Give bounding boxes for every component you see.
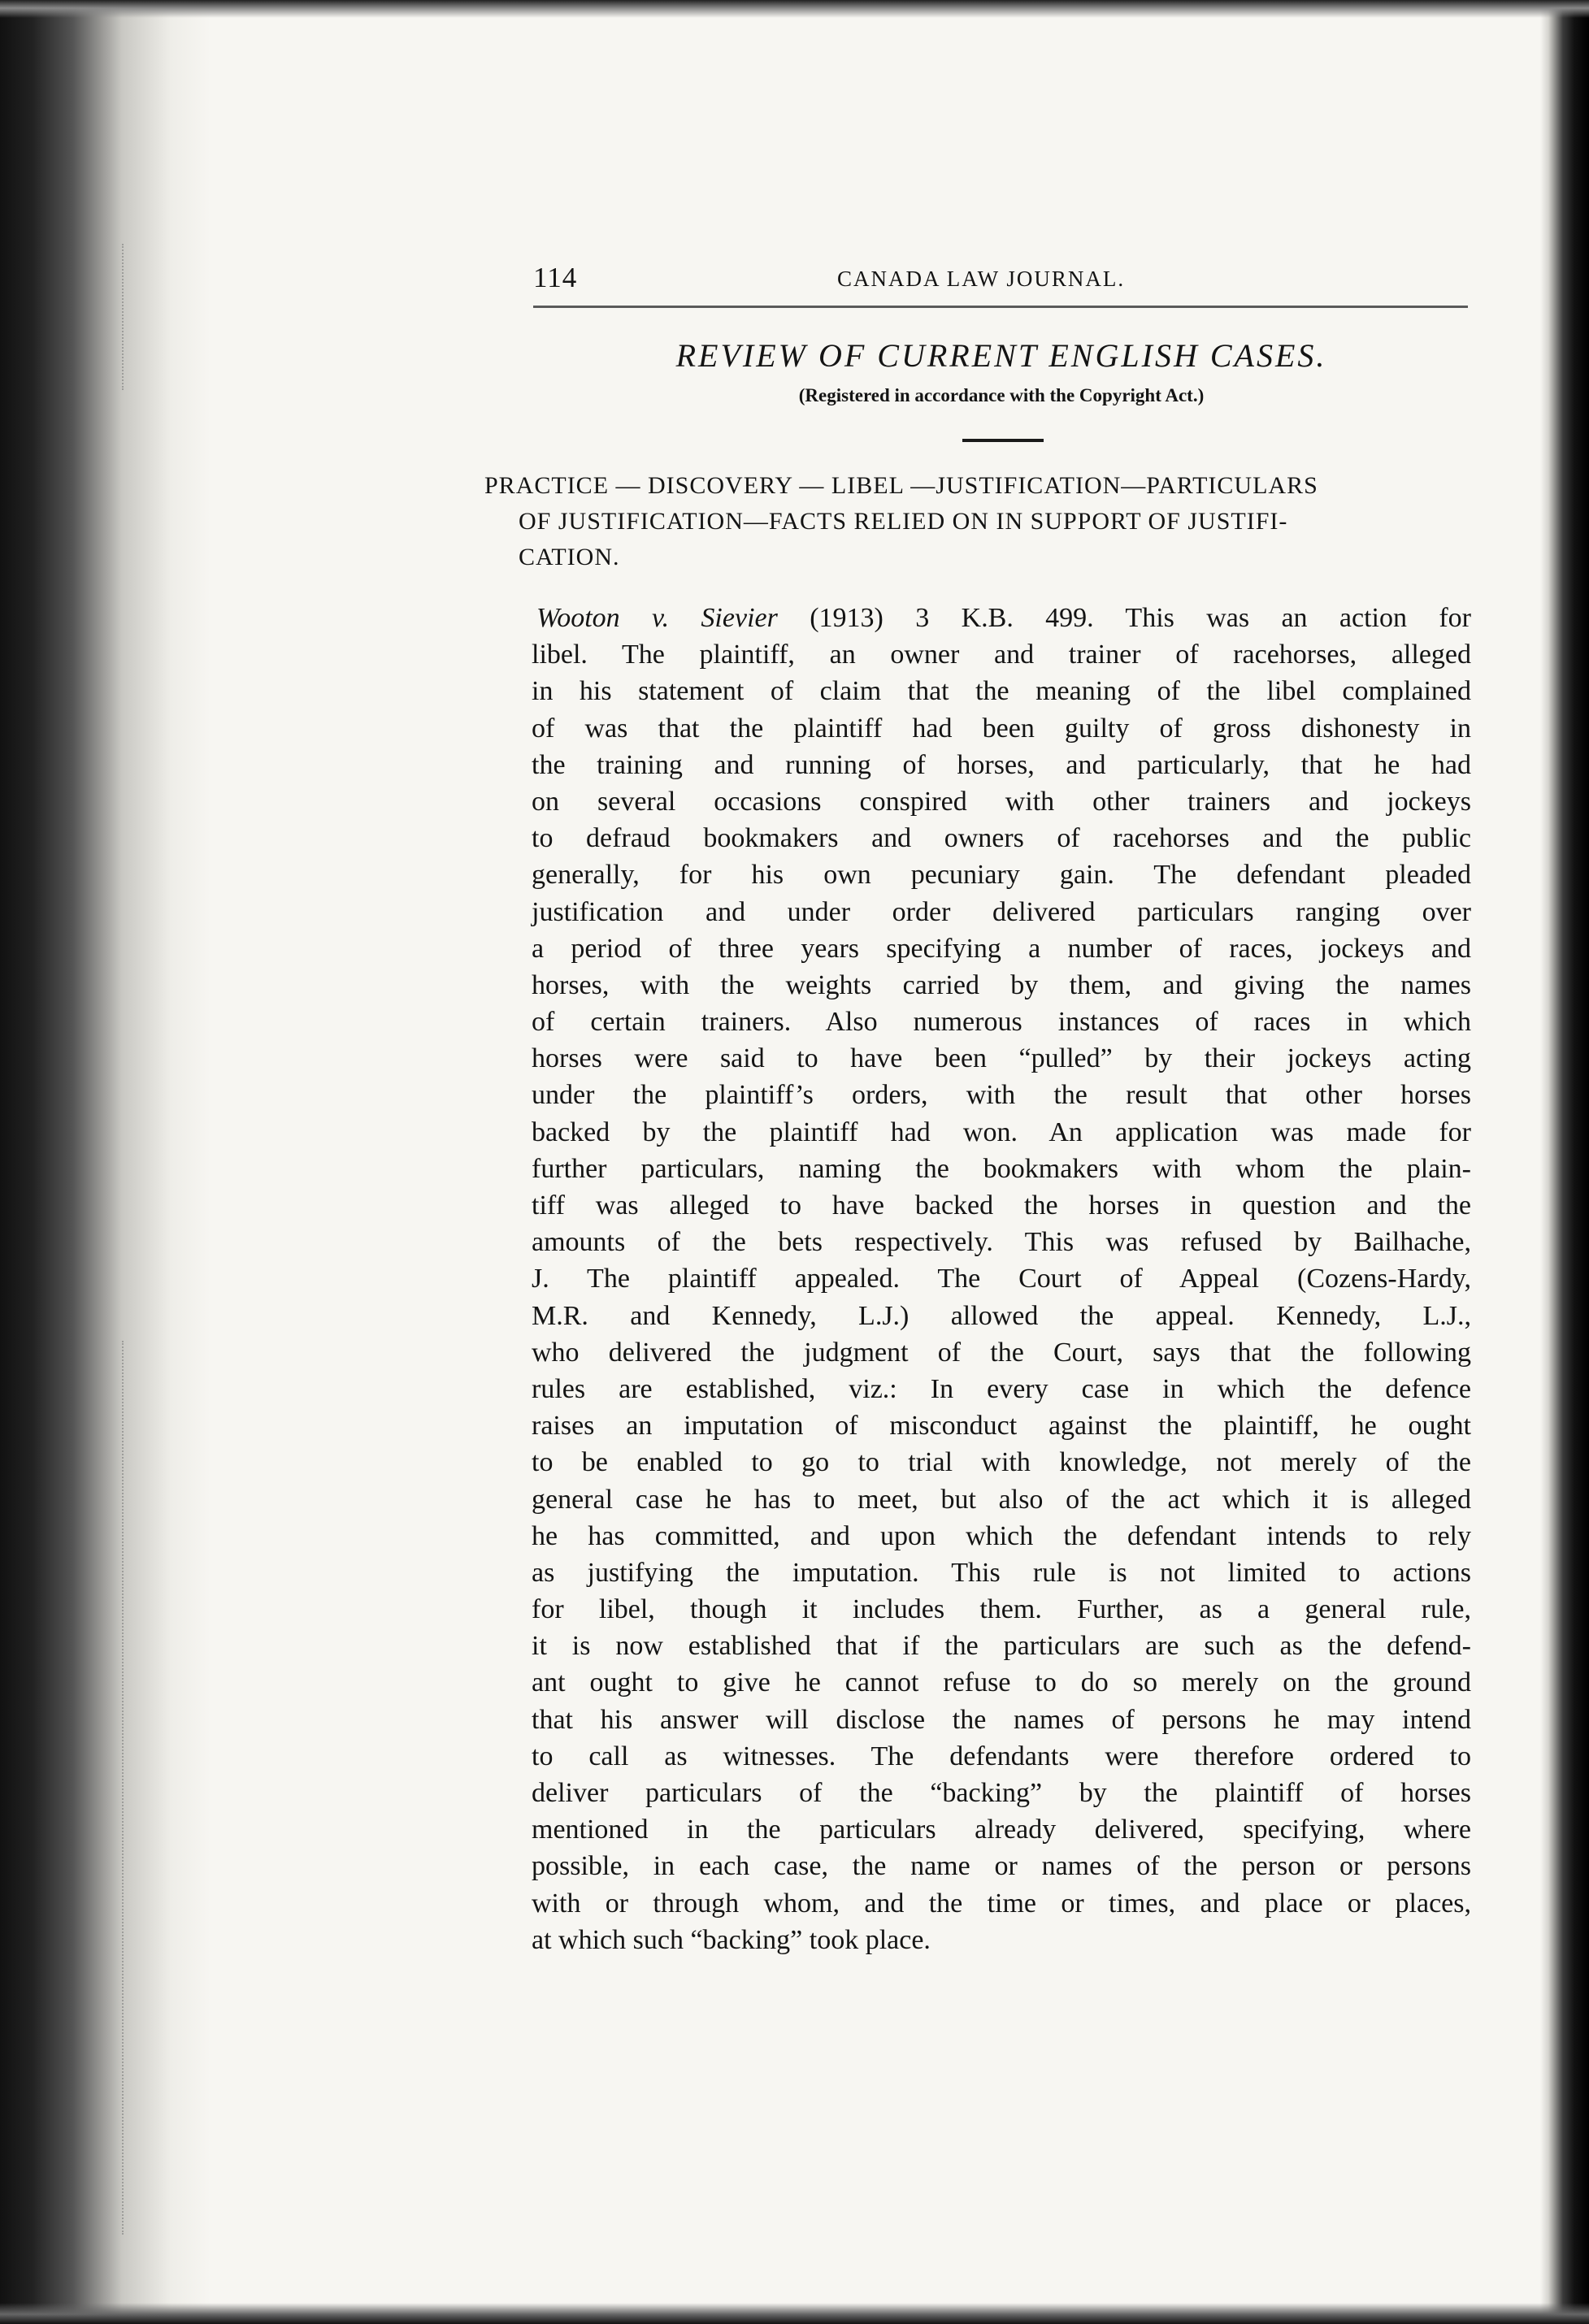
- body-line: ant ought to give he cannot refuse to do so merely on the ground: [532, 1667, 1471, 1698]
- body-line: under the plaintiff’s orders, with the result that other horses: [532, 1080, 1471, 1111]
- body-line: as justifying the imputation. This rule is not limited to actions: [532, 1557, 1471, 1588]
- body-line: rules are established, viz.: In every case in which the defence: [532, 1373, 1471, 1404]
- body-line: who delivered the judgment of the Court, says that the following: [532, 1337, 1471, 1368]
- scan-speckle: [122, 1341, 197, 2235]
- page-top-edge: [0, 0, 1589, 18]
- case-summary: [532, 600, 1471, 1958]
- body-line: backed by the plaintiff had won. An application was made for: [532, 1116, 1471, 1147]
- body-line: M.R. and Kennedy, L.J.) allowed the appeal. Kennedy, L.J.,: [532, 1300, 1471, 1331]
- body-line: amounts of the bets respectively. This was refused by Bailhache,: [532, 1227, 1471, 1258]
- body-line: with or through whom, and the time or times, and place or places,: [532, 1888, 1471, 1919]
- case-citation-line: [532, 600, 1471, 636]
- body-line: to defraud bookmakers and owners of racehorses and the public: [532, 823, 1471, 854]
- body-line: J. The plaintiff appealed. The Court of Appeal (Cozens-Hardy,: [532, 1264, 1471, 1294]
- body-line: horses, with the weights carried by them, and giving the names: [532, 969, 1471, 1000]
- body-line: to be enabled to go to trial with knowledge, not merely of the: [532, 1447, 1471, 1478]
- body-line: of was that the plaintiff had been guilty of gross dishonesty in: [532, 713, 1471, 744]
- scan-speckle: [122, 244, 197, 390]
- body-line: to call as witnesses. The defendants were therefore ordered to: [532, 1741, 1471, 1771]
- case-citation: (1913) 3 K.B. 499. This was an action for: [810, 603, 1471, 633]
- headnote-line: CATION.: [519, 544, 620, 570]
- copyright-note: (Registered in accordance with the Copyright Act.): [798, 385, 1205, 405]
- body-line: raises an imputation of misconduct against the plaintiff, he ought: [532, 1411, 1471, 1442]
- body-line: for libel, though it includes them. Further, as a general rule,: [532, 1594, 1471, 1625]
- case-name: Wooton v. Sievier: [536, 603, 778, 633]
- body-line: on several occasions conspired with other trainers and jockeys: [532, 786, 1471, 817]
- body-line: tiff was alleged to have backed the horses in question and the: [532, 1190, 1471, 1221]
- body-line: justification and under order delivered particulars ranging over: [532, 896, 1471, 927]
- body-line: the training and running of horses, and particularly, that he had: [532, 749, 1471, 780]
- body-line: he has committed, and upon which the defendant intends to rely: [532, 1520, 1471, 1551]
- body-line: in his statement of claim that the meaning of the libel complained: [532, 676, 1471, 707]
- body-line: that his answer will disclose the names of persons he may intend: [532, 1704, 1471, 1735]
- running-head: [533, 262, 1470, 304]
- case-headnote: [484, 468, 1470, 575]
- body-line: deliver particulars of the “backing” by the plaintiff of horses: [532, 1778, 1471, 1808]
- page-bottom-edge: [0, 2303, 1589, 2324]
- section-title: REVIEW OF CURRENT ENGLISH CASES.: [675, 337, 1327, 374]
- body-line: possible, in each case, the name or names of the person or persons: [532, 1851, 1471, 1882]
- body-line: horses were said to have been “pulled” by their jockeys acting: [532, 1043, 1471, 1074]
- body-line: libel. The plaintiff, an owner and trainer of racehorses, alleged: [532, 640, 1471, 670]
- body-line: it is now established that if the particulars are such as the defend-: [532, 1631, 1471, 1662]
- page-edge-shadow: [1540, 0, 1589, 2324]
- page-number: 114: [533, 262, 578, 293]
- body-line: of certain trainers. Also numerous instances of races in which: [532, 1007, 1471, 1038]
- headnote-line: PRACTICE — DISCOVERY — LIBEL —JUSTIFICATION—PARTICULARS: [484, 472, 1318, 499]
- headnote-line: OF JUSTIFICATION—FACTS RELIED ON IN SUPPORT OF JUSTIFI-: [519, 508, 1288, 535]
- body-line: general case he has to meet, but also of the act which it is alleged: [532, 1484, 1471, 1515]
- body-line: mentioned in the particulars already delivered, specifying, where: [532, 1815, 1471, 1845]
- journal-title: CANADA LAW JOURNAL.: [837, 267, 1126, 291]
- body-line: a period of three years specifying a number of races, jockeys and: [532, 933, 1471, 964]
- body-line: further particulars, naming the bookmakers with whom the plain-: [532, 1153, 1471, 1184]
- header-rule: [533, 306, 1468, 308]
- body-line: at which such “backing” took place.: [532, 1924, 931, 1955]
- section-divider: [962, 439, 1044, 442]
- body-line: generally, for his own pecuniary gain. The defendant pleaded: [532, 860, 1471, 891]
